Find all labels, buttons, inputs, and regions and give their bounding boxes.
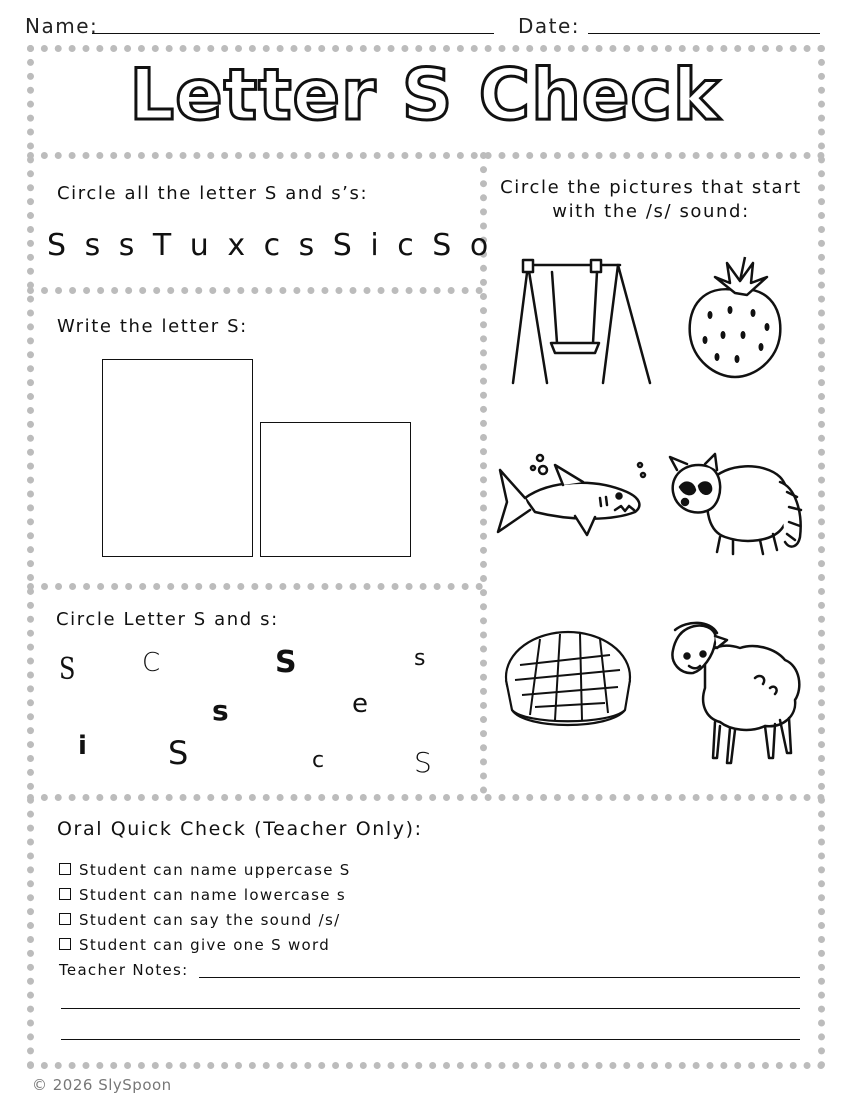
teacher-notes-line[interactable] (61, 1039, 800, 1040)
pictures-prompt: Circle the pictures that start with the /s/ sound: (500, 177, 802, 222)
date-field[interactable] (588, 33, 820, 34)
scatter-letter[interactable]: s (212, 694, 229, 727)
lowercase-writing-box[interactable] (260, 422, 411, 557)
scatter-letter[interactable]: S (59, 652, 76, 687)
divider-left-1 (27, 287, 483, 294)
strawberry-icon[interactable] (685, 255, 785, 385)
teacher-notes-line[interactable] (199, 977, 800, 978)
copyright-footer: © 2026 SlySpoon (32, 1076, 172, 1094)
shark-icon[interactable] (495, 450, 650, 545)
checkbox-icon[interactable] (59, 913, 71, 925)
scatter-letter[interactable]: C (142, 648, 161, 678)
oral-check-title: Oral Quick Check (Teacher Only): (57, 818, 423, 840)
check-item-label: Student can name lowercase s (79, 886, 346, 904)
name-label: Name: (25, 14, 99, 38)
sheep-icon[interactable] (665, 618, 805, 770)
scatter-letter[interactable]: s (414, 646, 426, 671)
teacher-notes-line[interactable] (61, 1008, 800, 1009)
scatter-letter[interactable]: c (312, 748, 325, 773)
checkbox-icon[interactable] (59, 938, 71, 950)
frame-left (27, 45, 34, 1069)
checkbox-icon[interactable] (59, 888, 71, 900)
scatter-letter[interactable]: S (275, 645, 297, 680)
letter-row[interactable]: S s s T u x c s S i c S o (47, 228, 493, 263)
circle-letters-prompt: Circle all the letter S and s’s: (57, 183, 369, 204)
name-field[interactable] (92, 33, 494, 34)
divider-left-2 (27, 583, 483, 590)
divider-title (27, 152, 825, 159)
frame-top (27, 45, 825, 52)
frame-right (818, 45, 825, 1069)
scatter-letter[interactable]: i (78, 731, 87, 761)
scatter-letter[interactable]: S (414, 746, 432, 779)
teacher-notes-label: Teacher Notes: (59, 961, 189, 979)
frame-bottom (27, 1062, 825, 1069)
date-label: Date: (518, 14, 581, 38)
check-item[interactable] (59, 936, 330, 954)
check-item-label: Student can name uppercase S (79, 861, 351, 879)
raccoon-icon[interactable] (665, 452, 805, 557)
check-item-label: Student can give one S word (79, 936, 331, 954)
checkbox-icon[interactable] (59, 863, 71, 875)
check-item-label: Student can say the sound /s/ (79, 911, 341, 929)
check-item[interactable] (59, 911, 340, 929)
check-item[interactable] (59, 886, 346, 904)
uppercase-writing-box[interactable] (102, 359, 253, 557)
circle-scatter-prompt: Circle Letter S and s: (56, 609, 279, 630)
divider-bottom (27, 794, 825, 801)
pie-icon[interactable] (500, 625, 640, 740)
scatter-letter[interactable]: e (352, 689, 368, 719)
swing-icon[interactable] (505, 255, 660, 395)
scatter-letter[interactable]: S (168, 734, 189, 772)
write-letter-prompt: Write the letter S: (57, 316, 248, 337)
page-title: Letter S Check (129, 54, 721, 136)
check-item[interactable] (59, 861, 351, 879)
